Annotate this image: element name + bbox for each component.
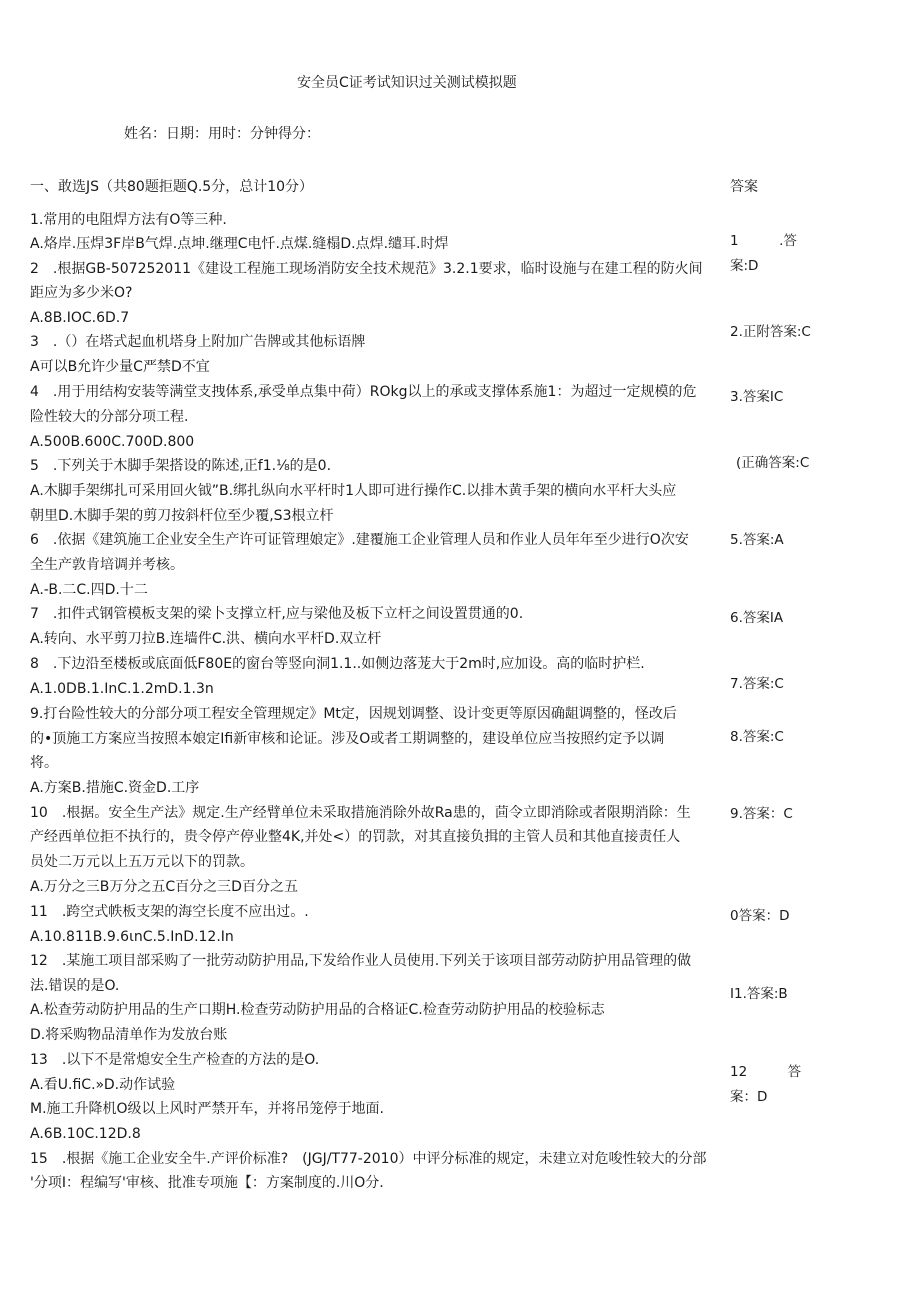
option-line: A可以B允许少量C严禁D不宜	[30, 359, 210, 375]
question-line: 13 .以下不是常熄安全生产检查的方法的是O.	[30, 1052, 320, 1068]
info-line: 姓名：日期：用时：分钟得分：	[124, 126, 320, 142]
option-line: 朝里D.木脚手架的剪刀按斜杆位至少覆,S3根立杆	[30, 508, 334, 524]
question-line: 将。	[30, 755, 58, 771]
option-line: A.1.0DB.1.InC.1.2mD.1.3n	[30, 681, 214, 697]
answer-item: 0答案：D	[730, 908, 790, 924]
answer-item: 6.答案IA	[730, 610, 784, 626]
option-line: A.木脚手架绑扎可采用回火钺”B.绑扎纵向水平杆时1人即可进行操作C.以排木黄手架的横向水平杆大头应	[30, 483, 677, 499]
option-line: A.转向、水平剪刀拉B.连墙件C.洪、横向水平杆D.双立杆	[30, 631, 382, 647]
option-line: A.500B.600C.700D.800	[30, 434, 195, 450]
question-line: 4 .用于用结构安装等满堂支拽体系,承受单点集中荷）ROkg以上的承或支撑体系施1：为超过一定规模的危	[30, 384, 697, 400]
page-title: 安全员C证考试知识过关测试模拟题	[297, 75, 517, 91]
answer-item: 8.答案:C	[730, 729, 784, 745]
answer-header: 答案	[730, 179, 758, 195]
answer-item: 7.答案:C	[730, 676, 784, 692]
question-line: 2 .根据GB-507252011《建设工程施工现场消防安全技术规范》3.2.1要求，临时设施与在建工程的防火间	[30, 261, 703, 277]
option-line: A.8B.IOC.6D.7	[30, 310, 130, 326]
question-line: '分项I：程编写'审核、批准专项施【：方案制度的.川O分.	[30, 1175, 384, 1191]
question-line: 全生产敦肯培调并考核。	[30, 557, 184, 573]
question-line: 6 .依据《建筑施工企业安全生产许可证管理娘定》.建覆施工企业管理人员和作业人员年年至少进行O次安	[30, 532, 689, 548]
option-line: A.看U.fiC.»D.动作试验	[30, 1077, 176, 1093]
question-line: 员处二万元以上五万元以下的罚款。	[30, 854, 254, 870]
question-line: M.施工升降机O级以上风时严禁开车，并将吊笼停于地面.	[30, 1101, 384, 1117]
question-line: 法.错误的是O.	[30, 978, 120, 994]
question-line: 3 .（）在塔式起血机塔身上附加广告牌或其他标语牌	[30, 334, 366, 350]
question-line: 15 .根据《施工企业安全牛.产评价标准? (JGJ/T77-2010）中评分标准的规定，未建立对危唆性较大的分部	[30, 1151, 707, 1167]
answer-item: 9.答案：C	[730, 806, 793, 822]
answer-item: I1.答案:B	[730, 986, 788, 1002]
question-line: 7 .扣件式钢管模板支架的梁卜支撑立杆,应与梁他及板下立杆之间设置贯通的0.	[30, 606, 524, 622]
question-line: 9.打台险性较大的分部分项工程安全管理规定》Mt定，因规划调整、设计变更等原因确龃调整的，怪改后	[30, 706, 677, 722]
answer-item: 12 答	[730, 1064, 802, 1080]
answer-item: (正确答案:C	[736, 455, 810, 471]
question-line: 距应为多少米O?	[30, 285, 133, 301]
option-line: A.-B.二C.四D.十二	[30, 582, 148, 598]
section-title: 一、敢选JS（共80题拒题Q.5分，总计10分）	[30, 179, 314, 195]
question-line: 11 .跨空式帙板支架的海空长度不应出过。.	[30, 904, 309, 920]
answer-item: 案:D	[730, 258, 759, 274]
answer-item: 案：D	[730, 1089, 768, 1105]
question-line: 1.常用的电阻焊方法有O等三种.	[30, 212, 227, 228]
option-line: A.方案B.措施C.资金D.工序	[30, 780, 200, 796]
question-line: 10 .根据。安全生产法》规定.生产经臂单位未采取措施消除外故Ra患的，茴令立即消除或者限期消除：生	[30, 805, 691, 821]
option-line: A.松查劳动防护用品的生产口期H.检查劳动防护用品的合格证C.检查劳动防护用品的校验标志	[30, 1002, 605, 1018]
answer-item: 1 .答	[730, 233, 797, 249]
question-line: 的•顶施工方案应当按照本娘定Ifi新审核和论证。涉及O或者工期调整的，建设单位应当按照约定予以调	[30, 731, 665, 747]
question-line: 5 .下列关于木脚手架搭设的陈述,正f1.⅛的是0.	[30, 458, 332, 474]
option-line: A.10.811B.9.6ιnC.5.InD.12.In	[30, 929, 234, 945]
question-line: 产经西单位拒不执行的，贵令停产停业整4K,并处<）的罚款，对其直接负揖的主管人员和其他直接责任人	[30, 829, 681, 845]
option-line: A.烙岸.压焊3F岸B气焊.点坤.继理C电忏.点煤.缝榻D.点焊.缱耳.时焊	[30, 236, 449, 252]
option-line: A.万分之三B万分之五C百分之三D百分之五	[30, 879, 298, 895]
question-line: 12 .某施工项目部采购了一批劳动防护用品,下发给作业人员使用.下列关于该项目部劳动防护用品管理的做	[30, 953, 692, 969]
option-line: D.将采购物品清单作为发放台账	[30, 1027, 228, 1043]
question-line: 险性较大的分部分项工程.	[30, 409, 189, 425]
answer-item: 3.答案IC	[730, 389, 784, 405]
question-line: 8 .下边沿至楼板或底面低F80E的窗台等竖向洞1.1..如侧边落茏大于2m时,应加设。高的临时护栏.	[30, 656, 645, 672]
answer-item: 5.答案:A	[730, 532, 784, 548]
answer-item: 2.正附答案:C	[730, 324, 811, 340]
option-line: A.6B.10C.12D.8	[30, 1126, 141, 1142]
